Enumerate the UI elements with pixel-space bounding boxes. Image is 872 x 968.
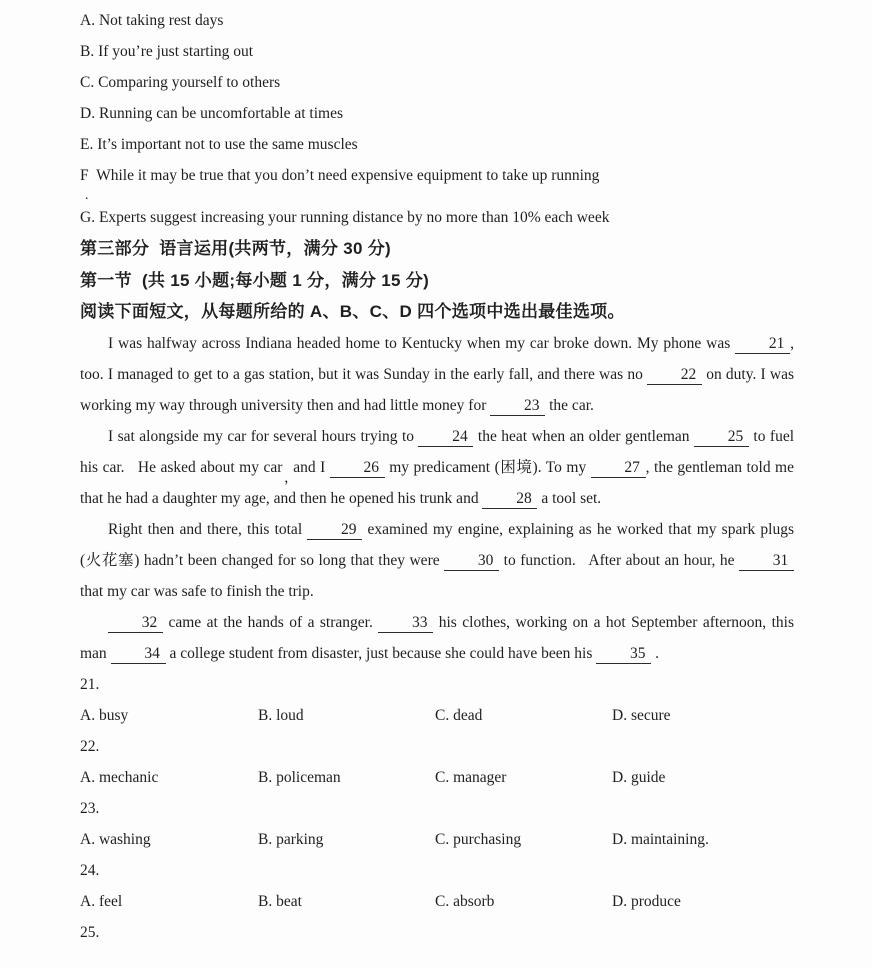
blank-31: 31 (739, 552, 794, 571)
blank-22: 22 (647, 366, 702, 385)
choice-label: G. (80, 209, 99, 226)
blank-23: 23 (490, 397, 545, 416)
choice-label: B. (80, 43, 99, 60)
option-cell: B. loud (258, 706, 304, 724)
passage-paragraph: Right then and there, this total 29 examined my engine, explaining as he worked that my spark plugs (火花塞) hadn’t been changed for so long that they were 30 to function. After about an hour, he 31 that my car was safe to finish the trip. (80, 520, 794, 600)
answer-choices-list (80, 5, 794, 233)
option-cell: D. produce (612, 892, 681, 910)
question-options (80, 824, 794, 855)
blank-29: 29 (307, 521, 362, 540)
choice-label: C. (80, 74, 99, 91)
choice-line-A: A. Not taking rest days (80, 12, 224, 29)
choice-label: A. (80, 12, 99, 29)
choice-label: F (80, 167, 93, 184)
section-header: 第一节 (共 15 小题;每小题 1 分，满分 15 分) (80, 270, 430, 290)
blank-30: 30 (444, 552, 499, 571)
option-cell: B. beat (258, 892, 302, 910)
blank-35: 35 (596, 645, 651, 664)
passage-paragraph: I was halfway across Indiana headed home to Kentucky when my car broke down. My phone was 21 , too. I managed to get to a gas station, but it was Sunday in the early fall, and there was no 22 on duty. I was working my way through university then and had little money for 23 the car. (80, 334, 794, 414)
question-number: 24. (80, 861, 100, 879)
blank-33: 33 (378, 614, 433, 633)
passage-paragraph: I sat alongside my car for several hours trying to 24 the heat when an older gentleman 25 to fuel his car. He asked about my car,and I 26 my predicament (困境). To my 27 , the gentleman told me that he had a daughter my age, and then he opened his trunk and 28 a tool set. (80, 427, 794, 507)
choice-line-C: C. Comparing yourself to others (80, 74, 281, 91)
option-cell: D. maintaining. (612, 830, 709, 848)
passage-paragraph: 32 came at the hands of a stranger. 33 his clothes, working on a hot September afternoon, this man 34 a college student from disaster, just because she could have been his 35 . (80, 613, 794, 662)
blank-32: 32 (108, 614, 163, 633)
instruction-text: 阅读下面短文，从每题所给的 A、B、C、D 四个选项中选出最佳选项。 (80, 302, 625, 321)
choice-line-D: D. Running can be uncomfortable at times (80, 105, 344, 122)
question-number: 22. (80, 737, 100, 755)
cloze-passage (80, 328, 794, 669)
question-options (80, 886, 794, 917)
option-cell: C. manager (435, 768, 507, 786)
option-cell: A. washing (80, 830, 151, 848)
option-cell: C. purchasing (435, 830, 522, 848)
option-cell: A. mechanic (80, 768, 159, 786)
question-number: 21. (80, 675, 100, 693)
question-list (80, 669, 794, 948)
question-number: 25. (80, 923, 100, 941)
choice-line-E: E. It’s important not to use the same muscles (80, 136, 358, 153)
option-cell: C. absorb (435, 892, 495, 910)
section-headers (80, 233, 794, 328)
option-cell: B. policeman (258, 768, 341, 786)
blank-28: 28 (482, 490, 537, 509)
dropped-comma: , (284, 468, 289, 486)
option-cell: B. parking (258, 830, 324, 848)
blank-25: 25 (694, 428, 749, 447)
blank-34: 34 (111, 645, 166, 664)
part-header: 第三部分 语言运用(共两节，满分 30 分) (80, 239, 392, 258)
option-cell: C. dead (435, 706, 483, 724)
blank-27: 27 (591, 459, 646, 478)
choice-label: E. (80, 136, 98, 153)
blank-26: 26 (330, 459, 385, 478)
blank-24: 24 (418, 428, 473, 447)
choice-line-F: F While it may be true that you don’t need expensive equipment to take up running . (80, 160, 794, 191)
choice-line-B: B. If you’re just starting out (80, 43, 254, 60)
choice-line-G: G. Experts suggest increasing your running distance by no more than 10% each week (80, 209, 610, 226)
blank-21: 21 (735, 335, 790, 354)
question-options (80, 700, 794, 731)
option-cell: D. guide (612, 768, 666, 786)
question-number: 23. (80, 799, 100, 817)
dropped-period: . (85, 188, 89, 203)
option-cell: D. secure (612, 706, 671, 724)
choice-label: D. (80, 105, 99, 122)
question-options (80, 762, 794, 793)
option-cell: A. feel (80, 892, 123, 910)
option-cell: A. busy (80, 706, 129, 724)
